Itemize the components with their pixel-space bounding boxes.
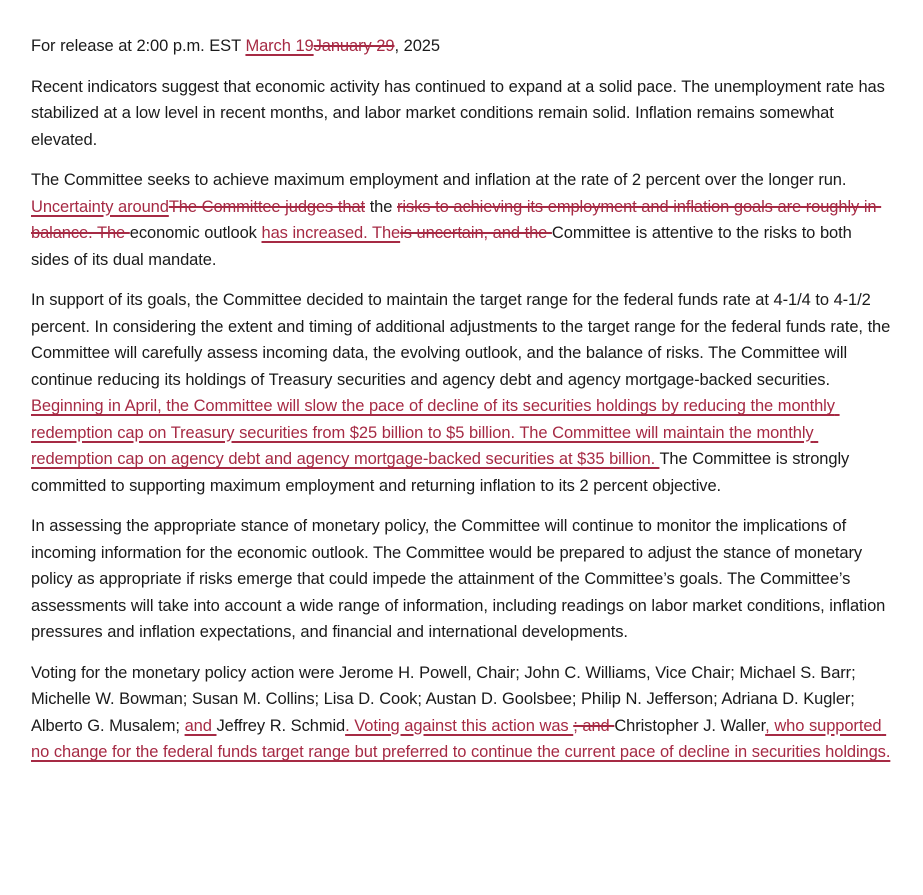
para-policy-decision <box>31 287 895 499</box>
text-run-deleted: The Committee judges that <box>168 197 366 216</box>
text-run-normal: In assessing the appropriate stance of monetary policy, the Committee will continue to monitor the implications of incoming information for the economic outlook. The Committee would be prepared to adjust the stance of monetary policy as appropriate if risks emerge that could impede the attainment of the Committee’s goals. The Committee’s assessments will take into account a wide range of information, including readings on labor market conditions, inflation pressures and inflation expectations, and financial and international developments. <box>31 517 890 641</box>
text-run-normal: Committee is attentive to the risks to both sides of its dual mandate. <box>31 224 857 269</box>
para-committee-goals <box>31 167 892 273</box>
text-run-normal: , 2025 <box>394 37 440 55</box>
text-run-deleted: risks to achieving its employment and inflation goals are roughly in balance. The <box>31 197 882 242</box>
text-run-normal: Christopher J. Waller <box>614 716 766 735</box>
text-run-deleted: ; and <box>573 716 615 735</box>
text-run-normal: The Committee seeks to achieve maximum employment and inflation at the rate of 2 percent over the longer run. <box>31 171 852 189</box>
text-run-inserted: . Voting against this action was <box>345 716 574 735</box>
text-run-deleted: January 29 <box>313 37 395 55</box>
text-run-inserted: March 19 <box>245 37 314 55</box>
text-run-inserted: , who supported no change for the federal funds target range but preferred to continue the current pace of decline in securities holdings. <box>31 716 891 761</box>
text-run-inserted: and <box>184 716 217 735</box>
text-run-normal: For release at 2:00 p.m. EST <box>31 37 246 55</box>
text-run-normal: Recent indicators suggest that economic activity has continued to expand at a solid pace. The unemployment rate has stabilized at a low level in recent months, and labor market conditions remain solid. Inflation remains somewhat elevated. <box>31 77 890 149</box>
para-voting <box>31 660 892 766</box>
text-run-normal: the <box>365 197 398 216</box>
text-run-normal: In support of its goals, the Committee decided to maintain the target range for the federal funds rate at 4-1/4 to 4-1/2 percent. In considering the extent and timing of additional adjustments to the target range for the federal funds rate, the Committee will carefully assess incoming data, the evolving outlook, and the balance of risks. The Committee will continue reducing its holdings of Treasury securities and agency debt and agency mortgage-backed securities. <box>31 291 895 389</box>
document-body <box>31 33 893 766</box>
para-monitoring <box>31 513 892 646</box>
text-run-normal: The Committee is strongly committed to supporting maximum employment and returning inflation to its 2 percent objective. <box>31 450 854 495</box>
text-run-normal: Jeffrey R. Schmid <box>216 716 346 735</box>
text-run-normal: Voting for the monetary policy action were Jerome H. Powell, Chair; John C. Williams, Vice Chair; Michael S. Barr; Michelle W. Bowman; Susan M. Collins; Lisa D. Cook; Austan D. Goolsbee; Philip N. Jefferson; Adriana D. Kugler; Alberto G. Musalem; <box>31 663 861 735</box>
text-run-inserted: Beginning in April, the Committee will slow the pace of decline of its securities holdings by reducing the monthly redemption cap on Treasury securities from $25 billion to $5 billion. The Committee will maintain the monthly redemption cap on agency debt and agency mortgage-backed securities at $35 billion. <box>31 397 840 468</box>
text-run-inserted: Uncertainty around <box>31 197 169 216</box>
text-run-normal: economic outlook <box>129 224 262 242</box>
text-run-deleted: is uncertain, and the <box>400 224 552 242</box>
para-recent-indicators <box>31 74 892 154</box>
release-line <box>31 33 892 60</box>
text-run-inserted: has increased. The <box>261 224 401 242</box>
